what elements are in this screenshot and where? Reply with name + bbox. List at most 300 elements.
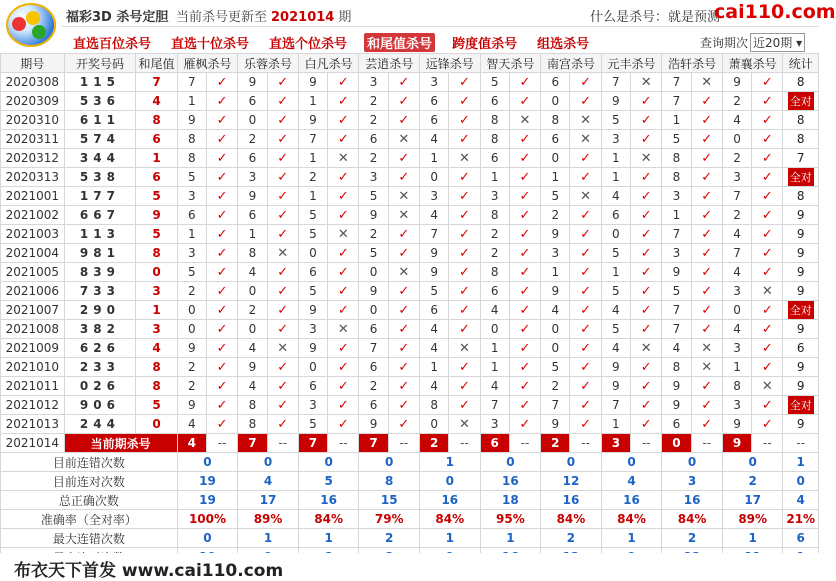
check-icon: ✓ (449, 130, 480, 149)
kill-number-cell: 2 (541, 377, 570, 396)
kill-number-cell: 3 (177, 244, 206, 263)
check-icon: ✓ (206, 111, 237, 130)
check-icon: ✓ (267, 225, 298, 244)
summary-value: 89% (722, 510, 783, 529)
period-cell: 2021011 (1, 377, 65, 396)
period-cell: 2021002 (1, 206, 65, 225)
kill-number-cell: 2 (177, 377, 206, 396)
tail-value-cell: 8 (136, 244, 177, 263)
period-cell: 2021007 (1, 301, 65, 320)
nav-tab-2[interactable]: 直选个位杀号 (269, 37, 348, 52)
check-icon: ✓ (267, 149, 298, 168)
column-header: 开奖号码 (64, 54, 136, 73)
check-icon: ✓ (388, 339, 419, 358)
tail-value-cell: 4 (136, 92, 177, 111)
period-cell: 2020308 (1, 73, 65, 92)
summary-value: 4 (601, 472, 662, 491)
check-icon: ✓ (570, 244, 601, 263)
kill-number-cell: 9 (662, 263, 691, 282)
kill-number-cell: 9 (541, 415, 570, 434)
column-header: 萧襄杀号 (722, 54, 783, 73)
check-icon: ✓ (631, 244, 662, 263)
summary-label: 目前连对次数 (1, 472, 178, 491)
kill-number-cell: 9 (177, 339, 206, 358)
kill-number-cell: 4 (420, 377, 449, 396)
kill-type-nav (70, 33, 606, 51)
check-icon: ✓ (691, 282, 722, 301)
current-kill-number: 7 (238, 434, 267, 453)
kill-number-cell: 4 (601, 301, 630, 320)
kill-number-cell: 2 (359, 377, 388, 396)
stat-cell: 8 (783, 187, 819, 206)
period-cell: 2020312 (1, 149, 65, 168)
kill-number-cell: 3 (541, 244, 570, 263)
nav-tab-4[interactable]: 跨度值杀号 (452, 37, 518, 52)
kill-number-cell: 5 (359, 187, 388, 206)
kill-number-cell: 1 (420, 149, 449, 168)
kill-number-cell: 8 (238, 244, 267, 263)
kill-number-cell: 0 (601, 225, 630, 244)
tail-value-cell: 0 (136, 415, 177, 434)
period-cell: 2021001 (1, 187, 65, 206)
table-row (1, 320, 819, 339)
table-row (1, 206, 819, 225)
check-icon: ✓ (570, 206, 601, 225)
table-row (1, 339, 819, 358)
period-cell: 2021005 (1, 263, 65, 282)
kill-number-cell: 8 (480, 263, 509, 282)
summary-stat: 4 (783, 491, 819, 510)
period-select[interactable]: 近20期 ▾ (750, 33, 805, 52)
kill-number-cell: 5 (601, 111, 630, 130)
kill-number-table (0, 53, 819, 567)
kill-number-cell: 9 (541, 225, 570, 244)
kill-number-cell: 2 (722, 206, 751, 225)
check-icon: ✓ (206, 92, 237, 111)
kill-number-cell: 9 (298, 339, 327, 358)
kill-number-cell: 1 (177, 92, 206, 111)
kill-number-cell: 4 (177, 415, 206, 434)
check-icon: ✓ (509, 301, 540, 320)
check-icon: ✓ (691, 149, 722, 168)
tail-value-cell: 6 (136, 130, 177, 149)
kill-number-cell: 0 (722, 130, 751, 149)
kill-number-cell: 0 (238, 111, 267, 130)
kill-number-cell: 8 (480, 111, 509, 130)
kill-number-cell: 7 (722, 187, 751, 206)
summary-value: 84% (601, 510, 662, 529)
tail-value-cell: 1 (136, 301, 177, 320)
check-icon: ✓ (631, 130, 662, 149)
summary-value: 17 (722, 491, 783, 510)
kill-number-cell: 3 (298, 396, 327, 415)
stat-cell: 9 (783, 263, 819, 282)
cross-icon: ✕ (691, 73, 722, 92)
kill-number-cell: 1 (722, 358, 751, 377)
check-icon: ✓ (631, 206, 662, 225)
kill-number-cell: 4 (601, 339, 630, 358)
kill-number-cell: 4 (480, 301, 509, 320)
kill-number-cell: 1 (662, 111, 691, 130)
kill-number-cell: 4 (420, 130, 449, 149)
check-icon: ✓ (328, 111, 359, 130)
check-icon: ✓ (509, 358, 540, 377)
kill-number-cell: 3 (420, 73, 449, 92)
kill-number-cell: 9 (298, 301, 327, 320)
kill-number-cell: 5 (298, 415, 327, 434)
kill-number-cell: 9 (601, 377, 630, 396)
kill-number-cell: 1 (601, 263, 630, 282)
kill-number-cell: 5 (662, 282, 691, 301)
check-icon: ✓ (328, 358, 359, 377)
tail-value-cell: 9 (136, 206, 177, 225)
check-icon: ✓ (206, 225, 237, 244)
all-correct-badge: 全对 (788, 168, 814, 186)
summary-label: 准确率（全对率） (1, 510, 178, 529)
check-icon: ✓ (691, 168, 722, 187)
kill-number-cell: 0 (298, 244, 327, 263)
whatis-link[interactable]: 什么是杀号：就是预测 (590, 10, 721, 25)
check-icon: ✓ (631, 396, 662, 415)
tail-value-cell: 7 (136, 73, 177, 92)
summary-value: 0 (420, 472, 481, 491)
draw-code-cell: 626 (64, 339, 136, 358)
check-icon: ✓ (206, 206, 237, 225)
kill-number-cell: 3 (480, 187, 509, 206)
kill-number-cell: 9 (177, 111, 206, 130)
kill-number-cell: 9 (601, 358, 630, 377)
footer-banner (0, 553, 819, 580)
check-icon: ✓ (509, 282, 540, 301)
summary-value: 1 (420, 453, 481, 472)
kill-number-cell: 6 (541, 73, 570, 92)
kill-number-cell: 4 (662, 339, 691, 358)
check-icon: ✓ (691, 396, 722, 415)
column-header: 白凡杀号 (298, 54, 359, 73)
tail-value-cell: 5 (136, 396, 177, 415)
check-icon: ✓ (631, 301, 662, 320)
check-icon: ✓ (328, 244, 359, 263)
kill-number-cell: 4 (420, 320, 449, 339)
kill-number-cell: 8 (420, 396, 449, 415)
check-icon: ✓ (509, 396, 540, 415)
all-correct-badge: 全对 (788, 92, 814, 110)
kill-number-cell: 6 (480, 282, 509, 301)
summary-value: 16 (541, 491, 602, 510)
check-icon: ✓ (570, 301, 601, 320)
kill-number-cell: 6 (420, 111, 449, 130)
period-cell: 2021006 (1, 282, 65, 301)
kill-number-cell: 6 (359, 320, 388, 339)
check-icon: ✓ (267, 263, 298, 282)
check-icon: ✓ (691, 320, 722, 339)
kill-number-cell: 2 (722, 92, 751, 111)
summary-stat: 21% (783, 510, 819, 529)
check-icon: ✓ (328, 339, 359, 358)
summary-value: 0 (662, 453, 723, 472)
summary-value: 16 (480, 472, 541, 491)
cross-icon: ✕ (267, 339, 298, 358)
kill-number-cell: 5 (420, 282, 449, 301)
summary-row (1, 510, 819, 529)
kill-number-cell: 7 (662, 73, 691, 92)
cross-icon: ✕ (752, 282, 783, 301)
current-kill-number: 6 (480, 434, 509, 453)
check-icon: ✓ (691, 415, 722, 434)
kill-number-cell: 1 (420, 358, 449, 377)
check-icon: ✓ (388, 225, 419, 244)
check-icon: ✓ (752, 206, 783, 225)
summary-value: 12 (541, 472, 602, 491)
table-row (1, 111, 819, 130)
check-icon: ✓ (509, 187, 540, 206)
check-icon: ✓ (752, 320, 783, 339)
dash-placeholder: -- (691, 434, 722, 453)
stat-cell (783, 168, 819, 187)
draw-code-cell: 574 (64, 130, 136, 149)
kill-number-cell: 4 (480, 377, 509, 396)
check-icon: ✓ (509, 92, 540, 111)
kill-number-cell: 1 (601, 149, 630, 168)
check-icon: ✓ (509, 206, 540, 225)
draw-code-cell: 538 (64, 168, 136, 187)
check-icon: ✓ (570, 282, 601, 301)
column-header: 南宫杀号 (541, 54, 602, 73)
draw-code-cell: 536 (64, 92, 136, 111)
kill-number-cell: 9 (359, 415, 388, 434)
cross-icon: ✕ (328, 149, 359, 168)
summary-value: 1 (420, 529, 481, 548)
kill-number-cell: 3 (420, 187, 449, 206)
check-icon: ✓ (631, 282, 662, 301)
kill-number-cell: 4 (722, 225, 751, 244)
cross-icon: ✕ (570, 130, 601, 149)
kill-number-cell: 0 (238, 320, 267, 339)
check-icon: ✓ (691, 225, 722, 244)
stat-cell: 9 (783, 225, 819, 244)
check-icon: ✓ (509, 244, 540, 263)
check-icon: ✓ (631, 225, 662, 244)
summary-value: 16 (662, 491, 723, 510)
check-icon: ✓ (631, 168, 662, 187)
stat-cell: 9 (783, 415, 819, 434)
kill-number-cell: 0 (541, 320, 570, 339)
page-header (0, 0, 836, 52)
kill-number-cell: 8 (722, 377, 751, 396)
kill-number-cell: 2 (722, 149, 751, 168)
kill-number-cell: 5 (541, 358, 570, 377)
summary-value: 4 (238, 472, 299, 491)
kill-number-cell: 9 (177, 396, 206, 415)
stat-cell: 8 (783, 111, 819, 130)
check-icon: ✓ (509, 225, 540, 244)
check-icon: ✓ (449, 377, 480, 396)
summary-value: 100% (177, 510, 238, 529)
kill-number-cell: 6 (238, 149, 267, 168)
period-cell: 2021012 (1, 396, 65, 415)
check-icon: ✓ (388, 149, 419, 168)
kill-number-cell: 7 (541, 396, 570, 415)
check-icon: ✓ (691, 263, 722, 282)
stat-cell: 8 (783, 73, 819, 92)
lottery-logo-icon (6, 3, 56, 47)
summary-value: 2 (359, 529, 420, 548)
period-cell: 2020309 (1, 92, 65, 111)
current-kill-number: 7 (298, 434, 327, 453)
check-icon: ✓ (328, 168, 359, 187)
kill-number-cell: 8 (480, 206, 509, 225)
kill-number-cell: 3 (662, 187, 691, 206)
check-icon: ✓ (570, 168, 601, 187)
check-icon: ✓ (449, 206, 480, 225)
check-icon: ✓ (691, 130, 722, 149)
check-icon: ✓ (328, 92, 359, 111)
table-row (1, 263, 819, 282)
check-icon: ✓ (388, 377, 419, 396)
cross-icon: ✕ (449, 415, 480, 434)
check-icon: ✓ (388, 320, 419, 339)
kill-number-cell: 4 (541, 301, 570, 320)
kill-number-cell: 9 (601, 92, 630, 111)
kill-number-cell: 6 (359, 396, 388, 415)
cross-icon: ✕ (267, 244, 298, 263)
kill-number-cell: 0 (541, 92, 570, 111)
check-icon: ✓ (388, 358, 419, 377)
nav-tab-5[interactable]: 组选杀号 (537, 37, 590, 52)
check-icon: ✓ (206, 396, 237, 415)
kill-number-cell: 7 (359, 339, 388, 358)
kill-number-cell: 8 (480, 130, 509, 149)
summary-row (1, 453, 819, 472)
check-icon: ✓ (449, 396, 480, 415)
kill-number-cell: 3 (177, 187, 206, 206)
kill-number-cell: 8 (238, 396, 267, 415)
summary-value: 1 (480, 529, 541, 548)
stat-cell: 6 (783, 339, 819, 358)
check-icon: ✓ (752, 73, 783, 92)
kill-number-cell: 2 (359, 92, 388, 111)
table-row (1, 130, 819, 149)
kill-number-cell: 1 (541, 168, 570, 187)
column-header: 雁枫杀号 (177, 54, 238, 73)
check-icon: ✓ (631, 377, 662, 396)
summary-value: 17 (238, 491, 299, 510)
summary-value: 84% (298, 510, 359, 529)
check-icon: ✓ (752, 263, 783, 282)
nav-tab-1[interactable]: 直选十位杀号 (171, 37, 250, 52)
check-icon: ✓ (449, 282, 480, 301)
check-icon: ✓ (328, 263, 359, 282)
tail-value-cell: 8 (136, 377, 177, 396)
kill-number-cell: 9 (359, 282, 388, 301)
check-icon: ✓ (691, 301, 722, 320)
cross-icon: ✕ (449, 149, 480, 168)
kill-number-cell: 2 (298, 168, 327, 187)
tail-value-cell: 0 (136, 263, 177, 282)
check-icon: ✓ (570, 320, 601, 339)
current-kill-number: 3 (601, 434, 630, 453)
nav-tab-0[interactable]: 直选百位杀号 (73, 37, 152, 52)
kill-number-cell: 6 (359, 358, 388, 377)
kill-number-cell: 5 (601, 320, 630, 339)
check-icon: ✓ (449, 263, 480, 282)
current-period-cell: 2021014 (1, 434, 65, 453)
kill-number-cell: 4 (420, 206, 449, 225)
summary-value: 0 (177, 453, 238, 472)
dash-placeholder: -- (570, 434, 601, 453)
kill-number-cell: 8 (662, 168, 691, 187)
draw-code-cell: 611 (64, 111, 136, 130)
check-icon: ✓ (267, 111, 298, 130)
table-row (1, 149, 819, 168)
dash-placeholder: -- (631, 434, 662, 453)
cross-icon: ✕ (570, 187, 601, 206)
summary-value: 79% (359, 510, 420, 529)
check-icon: ✓ (691, 206, 722, 225)
cross-icon: ✕ (509, 111, 540, 130)
kill-number-cell: 8 (541, 111, 570, 130)
draw-code-cell: 981 (64, 244, 136, 263)
page-title: 福彩3D 杀号定胆 (66, 10, 169, 25)
check-icon: ✓ (449, 225, 480, 244)
summary-stat: 0 (783, 472, 819, 491)
kill-number-cell: 9 (298, 111, 327, 130)
kill-number-cell: 1 (298, 149, 327, 168)
summary-value: 18 (480, 491, 541, 510)
table-header-row (1, 54, 819, 73)
cross-icon: ✕ (691, 358, 722, 377)
check-icon: ✓ (267, 168, 298, 187)
kill-number-cell: 4 (722, 320, 751, 339)
kill-number-cell: 7 (662, 301, 691, 320)
check-icon: ✓ (267, 92, 298, 111)
kill-number-cell: 0 (420, 415, 449, 434)
nav-tab-3[interactable]: 和尾值杀号 (364, 33, 435, 52)
check-icon: ✓ (206, 282, 237, 301)
check-icon: ✓ (267, 73, 298, 92)
summary-value: 1 (722, 529, 783, 548)
kill-number-cell: 9 (238, 187, 267, 206)
current-kill-number: 0 (662, 434, 691, 453)
kill-number-cell: 1 (480, 339, 509, 358)
summary-row (1, 472, 819, 491)
kill-number-cell: 3 (722, 339, 751, 358)
table-row (1, 244, 819, 263)
dash-placeholder: -- (388, 434, 419, 453)
kill-number-cell: 6 (238, 92, 267, 111)
stat-cell: 9 (783, 358, 819, 377)
kill-number-cell: 7 (177, 73, 206, 92)
summary-value: 0 (601, 453, 662, 472)
check-icon: ✓ (752, 111, 783, 130)
kill-number-cell: 0 (420, 168, 449, 187)
draw-code-cell: 382 (64, 320, 136, 339)
kill-number-cell: 0 (541, 149, 570, 168)
check-icon: ✓ (509, 320, 540, 339)
column-header: 统计 (783, 54, 819, 73)
draw-code-cell: 113 (64, 225, 136, 244)
check-icon: ✓ (206, 320, 237, 339)
check-icon: ✓ (509, 149, 540, 168)
site-logo-text[interactable]: cai110.com (714, 1, 836, 23)
check-icon: ✓ (206, 301, 237, 320)
summary-value: 3 (662, 472, 723, 491)
period-query: 查询期次 近20期 ▾ (700, 33, 805, 52)
check-icon: ✓ (267, 282, 298, 301)
check-icon: ✓ (388, 301, 419, 320)
cross-icon: ✕ (328, 320, 359, 339)
dash-placeholder: -- (328, 434, 359, 453)
